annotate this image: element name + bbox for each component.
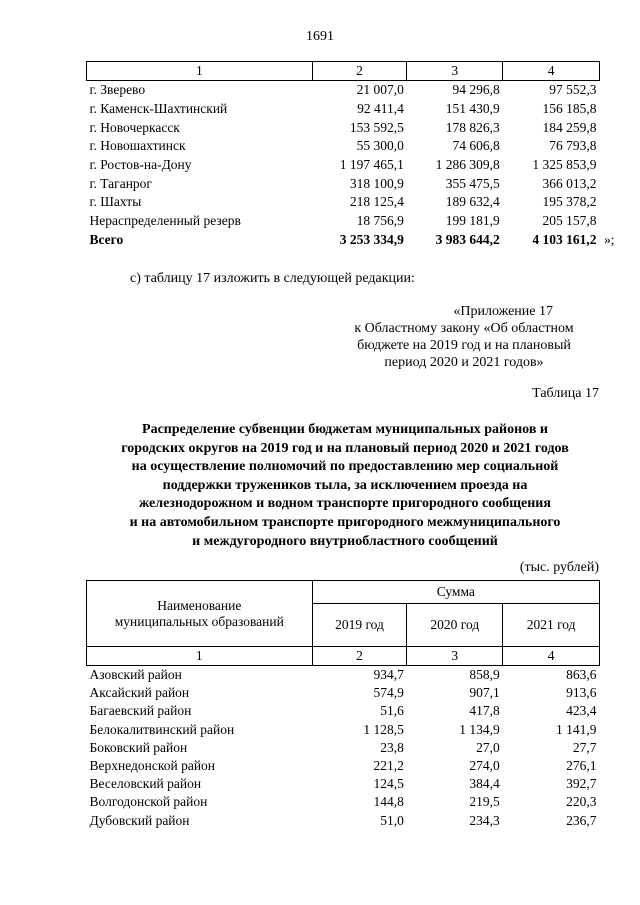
value-2019: 23,8 — [380, 739, 404, 755]
table-row — [87, 721, 600, 739]
value-2020: 27,0 — [476, 739, 500, 755]
value-2021: 423,4 — [566, 703, 597, 719]
value-2021: 863,6 — [566, 667, 597, 683]
row-name: Азовский район — [89, 667, 182, 683]
table-row — [87, 793, 600, 811]
value-2021: 76 793,8 — [549, 138, 597, 154]
value-2020: 74 606,8 — [452, 138, 500, 154]
header-year-2020: 2020 год — [407, 604, 503, 647]
table-row — [87, 81, 600, 100]
value-2021: 1 325 853,9 — [532, 157, 597, 173]
table-row — [87, 193, 600, 212]
total-2020: 3 983 644,2 — [435, 231, 500, 247]
appendix-heading — [334, 303, 594, 371]
value-2020: 189 632,4 — [445, 194, 500, 210]
title-line: поддержки тружеников тыла, за исключением проезда на — [162, 477, 528, 493]
value-2020: 858,9 — [469, 667, 500, 683]
table-row — [87, 684, 600, 702]
table-row — [87, 137, 600, 156]
appendix-line: к Областному закону «Об областном — [354, 321, 574, 336]
value-2020: 384,4 — [469, 776, 500, 792]
value-2019: 144,8 — [373, 794, 404, 810]
column-number: 1 — [87, 647, 313, 666]
header-year-2021: 2021 год — [503, 604, 600, 647]
value-2021: 913,6 — [566, 685, 597, 701]
header-sum: Сумма — [312, 581, 599, 604]
table-row — [87, 702, 600, 720]
title-line: железнодорожном и водном транспорте пригородного сообщения — [139, 496, 551, 512]
table-row — [87, 174, 600, 193]
value-2019: 21 007,0 — [356, 82, 404, 98]
value-2020: 151 430,9 — [445, 101, 500, 117]
title-line: Распределение субвенции бюджетам муниципальных районов и — [142, 422, 548, 437]
header-name-line: Наименование — [157, 597, 242, 613]
table-title — [90, 421, 600, 551]
instruction-text: с) таблицу 17 изложить в следующей редакции: — [130, 271, 415, 286]
value-2021: 366 013,2 — [542, 175, 597, 191]
value-2021: 205 157,8 — [542, 213, 597, 229]
table-label: Таблица 17 — [532, 386, 599, 401]
row-name: Дубовский район — [89, 812, 190, 828]
value-2019: 51,0 — [380, 812, 404, 828]
value-2019: 218 125,4 — [349, 194, 404, 210]
appendix-line: «Приложение 17 — [453, 304, 553, 319]
row-name: г. Таганрог — [89, 175, 152, 191]
column-number: 3 — [407, 62, 503, 81]
value-2020: 219,5 — [469, 794, 500, 810]
value-2019: 51,6 — [380, 703, 404, 719]
row-name: Верхнедонской район — [89, 758, 216, 774]
table-row — [87, 100, 600, 119]
value-2020: 1 134,9 — [459, 721, 500, 737]
total-2021: 4 103 161,2 — [532, 231, 597, 247]
row-name: г. Зверево — [89, 82, 146, 98]
column-number: 3 — [407, 647, 503, 666]
value-2019: 574,9 — [373, 685, 404, 701]
value-2021: 156 185,8 — [542, 101, 597, 117]
value-2020: 199 181,9 — [445, 213, 500, 229]
table-row — [87, 775, 600, 793]
table-continuation — [86, 61, 600, 249]
column-number: 4 — [503, 647, 600, 666]
value-2021: 392,7 — [566, 776, 597, 792]
row-name: г. Новочеркасск — [89, 119, 180, 135]
table-row — [87, 739, 600, 757]
total-row — [87, 231, 600, 250]
value-2020: 355 475,5 — [445, 175, 500, 191]
table-row — [87, 212, 600, 231]
total-2019: 3 253 334,9 — [339, 231, 404, 247]
value-2021: 97 552,3 — [549, 82, 597, 98]
title-line: и междугородного внутриобластного сообщений — [192, 533, 498, 549]
value-2019: 55 300,0 — [356, 138, 404, 154]
value-2019: 18 756,9 — [356, 213, 404, 229]
page-number: 1691 — [306, 29, 334, 44]
row-name: г. Шахты — [89, 194, 142, 210]
value-2019: 92 411,4 — [357, 101, 404, 117]
table-row — [87, 118, 600, 137]
value-2020: 234,3 — [469, 812, 500, 828]
value-2019: 221,2 — [373, 758, 404, 774]
value-2021: 276,1 — [566, 758, 597, 774]
column-number: 2 — [312, 647, 407, 666]
value-2020: 1 286 309,8 — [435, 157, 500, 173]
subvention-table — [86, 580, 600, 830]
title-line: на осуществление полномочий по предоставлению мер социальной — [131, 459, 559, 475]
value-2021: 236,7 — [566, 812, 597, 828]
appendix-line: бюджете на 2019 год и на плановый — [357, 338, 571, 353]
header-municipality — [87, 581, 313, 647]
value-2020: 417,8 — [469, 703, 500, 719]
value-2019: 318 100,9 — [349, 175, 404, 191]
column-number: 4 — [503, 62, 600, 81]
value-2021: 195 378,2 — [542, 194, 597, 210]
value-2021: 220,3 — [566, 794, 597, 810]
row-name: Нераспределенный резерв — [89, 213, 241, 229]
row-name: Боковский район — [89, 739, 188, 755]
column-number: 1 — [87, 62, 313, 81]
value-2019: 1 197 465,1 — [339, 157, 404, 173]
value-2019: 124,5 — [373, 776, 404, 792]
table-row — [87, 666, 600, 685]
column-number-row — [87, 62, 600, 81]
title-line: городских округов на 2019 год и на плановый период 2020 и 2021 годов — [121, 440, 569, 456]
value-2021: 184 259,8 — [542, 119, 597, 135]
value-2020: 178 826,3 — [445, 119, 500, 135]
header-name-line: муниципальных образований — [114, 613, 284, 629]
column-number: 2 — [312, 62, 407, 81]
title-line: и на автомобильном транспорте пригородного межмуниципального — [129, 514, 561, 530]
row-name: Веселовский район — [89, 776, 202, 792]
value-2020: 274,0 — [469, 758, 500, 774]
value-2020: 907,1 — [469, 685, 500, 701]
units-label: (тыс. рублей) — [519, 560, 599, 575]
table-row — [87, 812, 600, 830]
table-row — [87, 757, 600, 775]
closing-quote: »; — [604, 232, 615, 247]
value-2021: 27,7 — [572, 739, 597, 755]
row-name: г. Каменск-Шахтинский — [89, 101, 228, 117]
appendix-line: период 2020 и 2021 годов» — [384, 355, 544, 370]
row-name: Белокалитвинский район — [89, 721, 235, 737]
row-name: Аксайский район — [89, 685, 190, 701]
value-2019: 1 128,5 — [363, 721, 404, 737]
value-2019: 934,7 — [373, 667, 404, 683]
value-2021: 1 141,9 — [556, 721, 597, 737]
row-name: Волгодонской район — [89, 794, 208, 810]
column-number-row — [87, 647, 600, 666]
row-name: Багаевский район — [89, 703, 192, 719]
table-row — [87, 156, 600, 175]
value-2019: 153 592,5 — [349, 119, 404, 135]
header-year-2019: 2019 год — [312, 604, 407, 647]
total-label: Всего — [89, 231, 124, 247]
row-name: г. Ростов-на-Дону — [89, 157, 192, 173]
row-name: г. Новошахтинск — [89, 138, 186, 154]
value-2020: 94 296,8 — [452, 82, 500, 98]
